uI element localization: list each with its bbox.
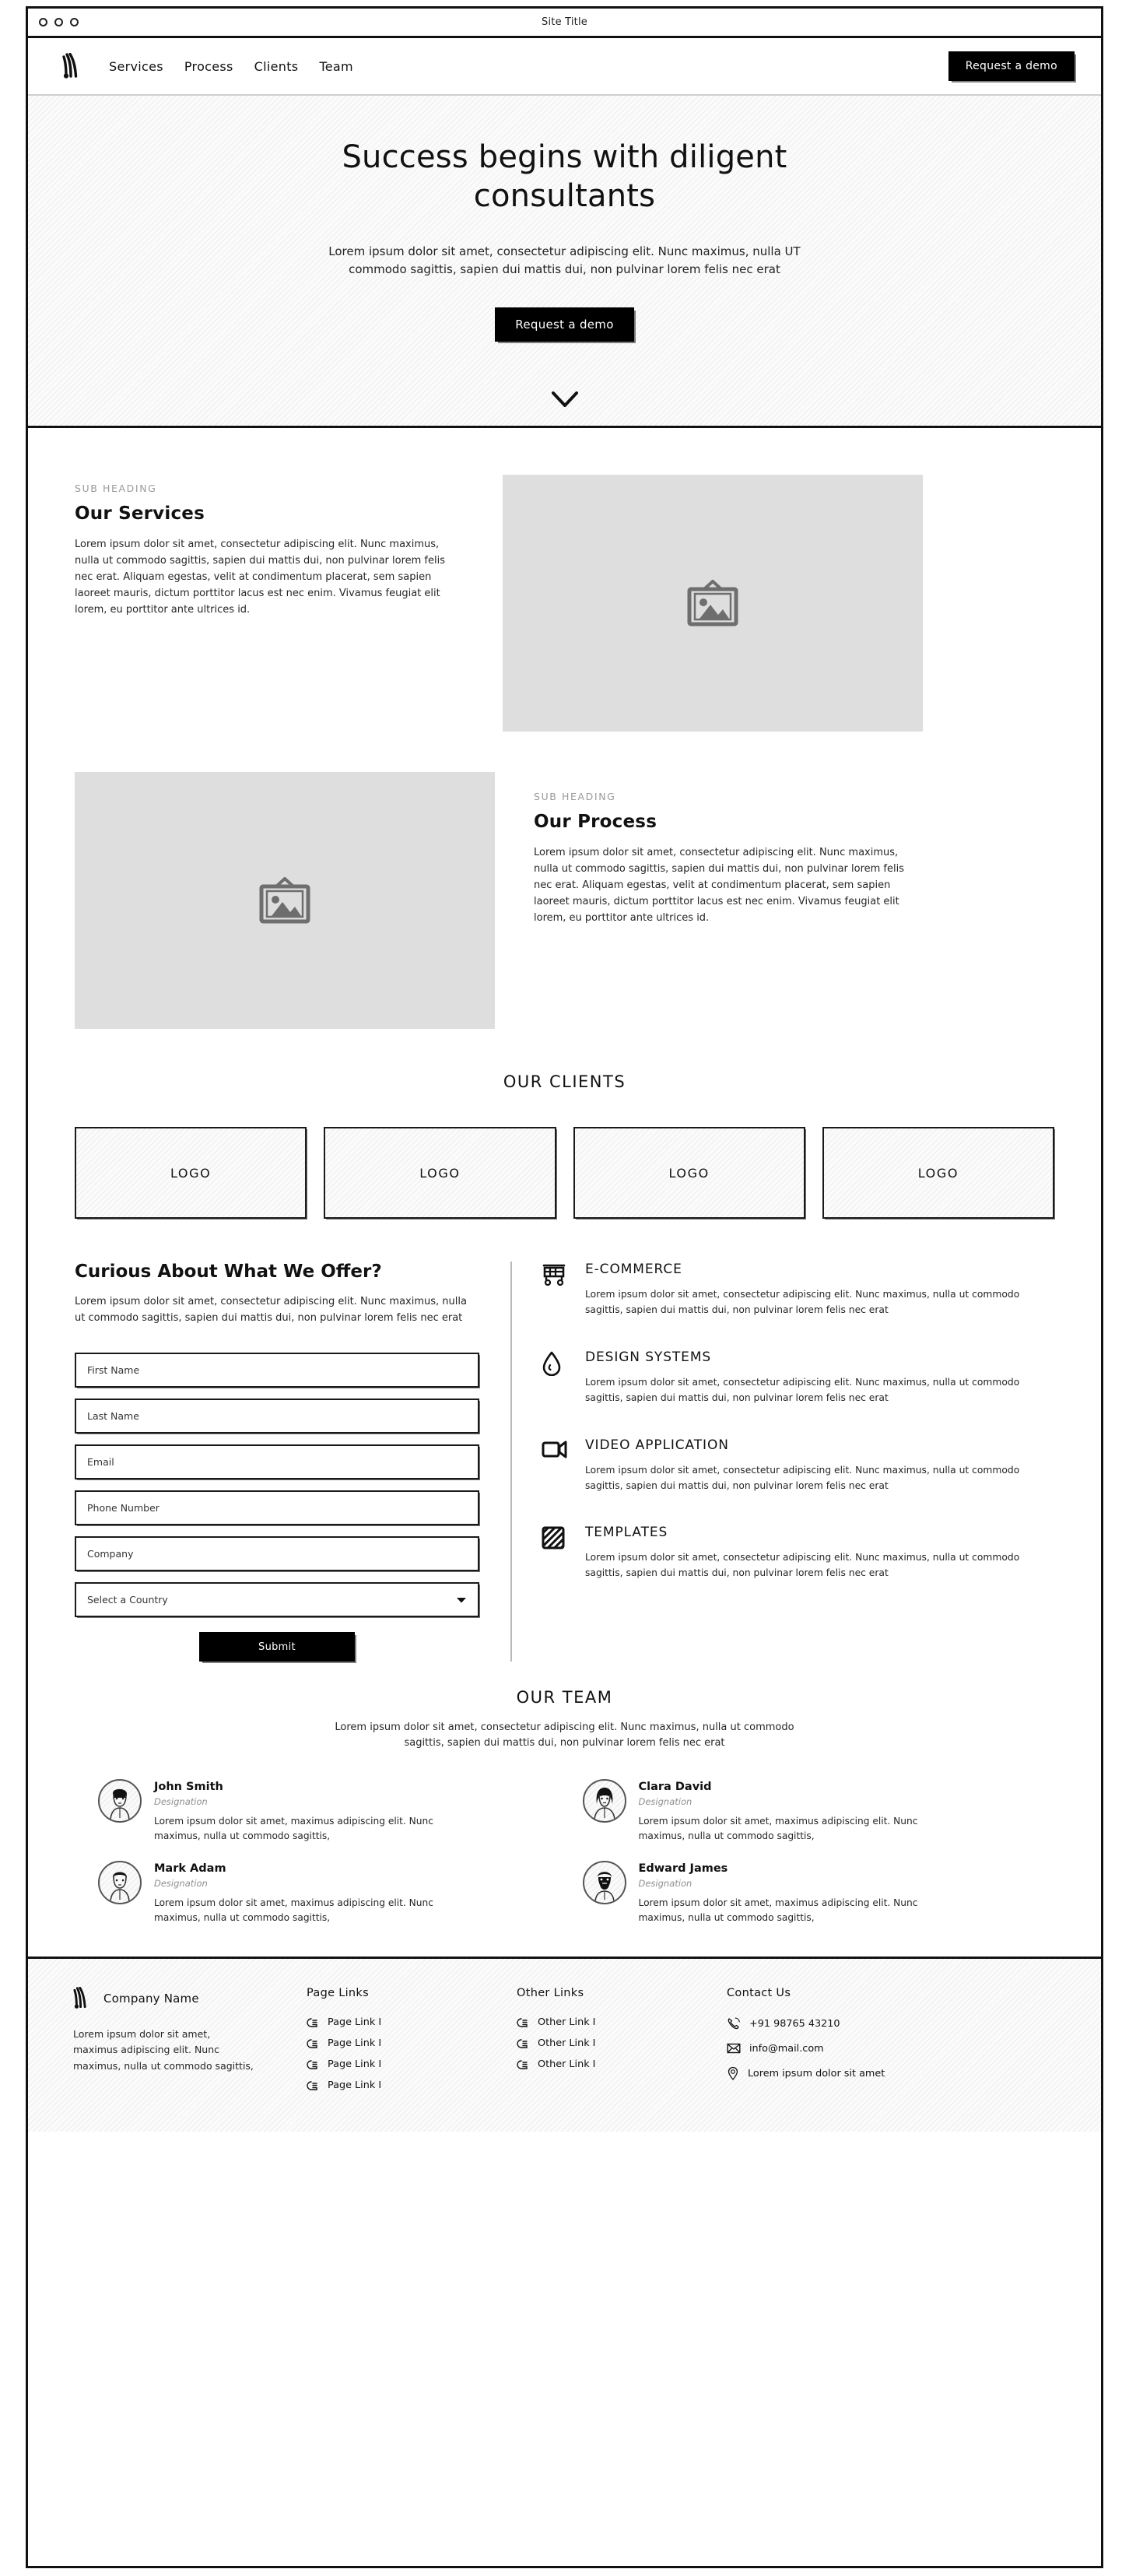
feature-title: TEMPLATES [585,1525,668,1541]
feature-body [577,1437,1054,1494]
pointing-hand-icon [307,2079,320,2091]
location-pin-icon [727,2066,739,2081]
hatched-square-icon [542,1525,577,1581]
footer-other-link-1[interactable] [517,2016,727,2028]
process-text-block [534,772,923,1029]
main-navbar [28,38,1101,96]
chevron-down-icon [456,1596,467,1603]
submit-button[interactable]: Submit [199,1632,355,1662]
email-input[interactable]: Email [75,1444,479,1479]
first-name-input[interactable]: First Name [75,1353,479,1388]
footer-link-label: Page Link I [328,2079,382,2091]
footer-page-links-column [307,1987,517,2100]
hero-request-demo-button[interactable]: Request a demo [495,307,633,342]
last-name-input[interactable]: Last Name [75,1399,479,1434]
team-subtitle: Lorem ipsum dolor sit amet, consectetur adipiscing elit. Nunc maximus, nulla ut commodo sagittis, sapien dui mattis dui, non pulvinar lorem felis nec erat [335,1721,794,1750]
nav-request-demo-button[interactable]: Request a demo [948,51,1075,81]
clients-section [28,1029,1101,1219]
client-logo-4[interactable]: LOGO [822,1127,1054,1219]
hero-section [28,96,1101,428]
process-title: Our Process [534,812,657,832]
footer-page-links-title: Page Links [307,1987,369,1999]
services-image-placeholder [503,475,923,732]
footer-contact-address[interactable] [727,2066,937,2081]
member-info [154,1861,547,1925]
feature-copy: Lorem ipsum dolor sit amet, consectetur adipiscing elit. Nunc maximus, nulla ut commodo sagittis, sapien dui mattis dui, non pulvinar lorem felis nec erat [585,1289,1020,1315]
phone-number-input[interactable]: Phone Number [75,1490,479,1525]
footer-link-label: Page Link I [328,2058,382,2070]
member-bio: Lorem ipsum dolor sit amet, maximus adipiscing elit. Nunc maximus, nulla ut commodo sagittis, [638,1897,918,1924]
shopping-cart-icon [542,1262,577,1318]
footer-other-links-column [517,1987,727,2100]
contact-form-description: Lorem ipsum dolor sit amet, consectetur adipiscing elit. Nunc maximus, nulla ut commodo sagittis, sapien dui mattis dui, non pulvinar lorem felis nec erat [75,1296,467,1325]
footer-contact-column [727,1987,937,2100]
nav-link-services[interactable]: Services [109,58,163,74]
feature-item-design-systems [542,1349,1054,1406]
contact-and-features-section [28,1219,1101,1662]
services-subheading: SUB HEADING [75,483,157,494]
image-placeholder-icon [684,579,742,627]
feature-item-ecommerce [542,1262,1054,1318]
member-role: Designation [638,1878,692,1890]
process-section [28,732,1101,1029]
member-role: Designation [154,1796,208,1808]
member-bio: Lorem ipsum dolor sit amet, maximus adipiscing elit. Nunc maximus, nulla ut commodo sagittis, [154,1816,433,1842]
services-text-block [75,475,464,732]
process-subheading: SUB HEADING [534,791,616,802]
avatar [583,1779,626,1823]
site-footer [28,1957,1101,2132]
country-select-value: Select a Country [87,1594,168,1606]
image-placeholder-icon [256,876,314,925]
footer-link-label: Other Link I [538,2037,596,2049]
footer-brand-row [73,1987,275,2009]
member-bio: Lorem ipsum dolor sit amet, maximus adipiscing elit. Nunc maximus, nulla ut commodo sagittis, [638,1816,918,1842]
footer-brand-column [73,1987,307,2100]
feature-title: E-COMMERCE [585,1262,682,1277]
footer-page-link-1[interactable] [307,2016,517,2028]
footer-about-text: Lorem ipsum dolor sit amet, maximus adipiscing elit. Nunc maximus, nulla ut commodo sagittis, [73,2028,254,2072]
pointing-hand-icon [307,2058,320,2070]
team-member-edward-james [583,1861,1032,1925]
team-member-john-smith [98,1779,547,1844]
footer-page-link-3[interactable] [307,2058,517,2070]
team-member-mark-adam [98,1861,547,1925]
signal-logo-icon[interactable] [62,53,86,79]
team-member-clara-david [583,1779,1032,1844]
phone-icon [727,2016,741,2030]
pointing-hand-icon [517,2037,530,2049]
member-info [639,1779,1032,1844]
page-content [28,428,1101,2132]
nav-link-clients[interactable]: Clients [254,58,299,74]
footer-link-label: Page Link I [328,2037,382,2049]
company-input[interactable]: Company [75,1536,479,1571]
avatar [98,1861,142,1904]
feature-item-video-application [542,1437,1054,1494]
clients-logo-row [75,1127,1054,1219]
footer-contact-title: Contact Us [727,1987,791,1999]
member-info [154,1779,547,1844]
footer-contact-label: Lorem ipsum dolor sit amet [748,2068,885,2079]
footer-contact-email[interactable] [727,2042,937,2055]
pointing-hand-icon [307,2016,320,2028]
footer-contact-label: +91 98765 43210 [749,2017,840,2030]
member-name: Edward James [638,1862,728,1876]
pointing-hand-icon [307,2037,320,2049]
signal-logo-icon[interactable] [73,1987,93,2009]
clients-title: OUR CLIENTS [503,1072,626,1091]
feature-body [577,1349,1054,1406]
chevron-down-icon[interactable] [28,390,1101,409]
footer-company-name: Company Name [103,1991,199,2006]
services-body: Lorem ipsum dolor sit amet, consectetur adipiscing elit. Nunc maximus, nulla ut commodo sagittis, sapien dui mattis dui, non pulvinar lorem felis nec erat. Aliquam egestas, velit at condimentum placerat, sem sapien laoreet mauris, dictum porttitor lacus est nec enim. Vivamus feugiat elit lorem, eu porttitor ante ultrices id. [75,539,445,616]
services-section [28,428,1101,732]
envelope-icon [727,2042,741,2055]
section-divider [510,1262,512,1662]
hero-title: Success begins with diligent consultants [342,139,787,214]
feature-body [577,1525,1054,1581]
feature-body [577,1262,1054,1318]
nav-links [109,59,353,74]
feature-title: DESIGN SYSTEMS [585,1349,712,1365]
contact-form-column [75,1262,510,1662]
member-name: John Smith [154,1781,223,1794]
member-name: Mark Adam [154,1862,226,1876]
footer-other-links-title: Other Links [517,1987,584,1999]
avatar [98,1779,142,1823]
footer-contact-label: info@mail.com [749,2042,824,2055]
footer-link-label: Other Link I [538,2016,596,2028]
feature-title: VIDEO APPLICATION [585,1437,729,1453]
member-role: Designation [638,1796,692,1808]
client-logo-3[interactable]: LOGO [573,1127,805,1219]
feature-copy: Lorem ipsum dolor sit amet, consectetur adipiscing elit. Nunc maximus, nulla ut commodo sagittis, sapien dui mattis dui, non pulvinar lorem felis nec erat [585,1376,1020,1403]
feature-copy: Lorem ipsum dolor sit amet, consectetur adipiscing elit. Nunc maximus, nulla ut commodo sagittis, sapien dui mattis dui, non pulvinar lorem felis nec erat [585,1464,1020,1491]
client-logo-1[interactable]: LOGO [75,1127,307,1219]
footer-link-label: Page Link I [328,2016,382,2028]
features-column [537,1262,1054,1662]
team-grid [75,1779,1054,1925]
pointing-hand-icon [517,2016,530,2028]
footer-page-link-2[interactable] [307,2037,517,2049]
water-drop-icon [542,1349,577,1406]
browser-window [26,6,1103,2568]
site-title: Site Title [542,16,587,28]
footer-other-link-3[interactable] [517,2058,727,2070]
nav-link-team[interactable]: Team [319,58,353,74]
services-title: Our Services [75,504,205,524]
browser-titlebar [28,9,1101,38]
team-title: OUR TEAM [516,1688,613,1707]
country-select[interactable] [75,1582,479,1617]
process-body: Lorem ipsum dolor sit amet, consectetur adipiscing elit. Nunc maximus, nulla ut commodo sagittis, sapien dui mattis dui, non pulvinar lorem felis nec erat. Aliquam egestas, velit at condimentum placerat, sem sapien laoreet mauris, dictum porttitor lacus est nec enim. Vivamus feugiat elit lorem, eu porttitor ante ultrices id. [534,847,904,925]
avatar [583,1861,626,1904]
footer-contact-phone[interactable] [727,2016,937,2030]
member-role: Designation [154,1878,208,1890]
footer-link-label: Other Link I [538,2058,596,2070]
contact-form-title: Curious About What We Offer? [75,1262,382,1282]
member-name: Clara David [638,1781,712,1794]
hero-subtitle: Lorem ipsum dolor sit amet, consectetur adipiscing elit. Nunc maximus, nulla UT commodo sagittis, sapien dui mattis dui, non pulvinar lorem felis nec erat [328,244,801,277]
footer-page-link-4[interactable] [307,2079,517,2091]
footer-other-link-2[interactable] [517,2037,727,2049]
video-camera-icon [542,1437,577,1494]
member-bio: Lorem ipsum dolor sit amet, maximus adipiscing elit. Nunc maximus, nulla ut commodo sagittis, [154,1897,433,1924]
nav-link-process[interactable]: Process [184,58,233,74]
client-logo-2[interactable]: LOGO [324,1127,556,1219]
member-info [639,1861,1032,1925]
process-image-placeholder [75,772,495,1029]
feature-copy: Lorem ipsum dolor sit amet, consectetur adipiscing elit. Nunc maximus, nulla ut commodo sagittis, sapien dui mattis dui, non pulvinar lorem felis nec erat [585,1552,1020,1579]
pointing-hand-icon [517,2058,530,2070]
team-section [28,1662,1101,1925]
feature-item-templates [542,1525,1054,1581]
